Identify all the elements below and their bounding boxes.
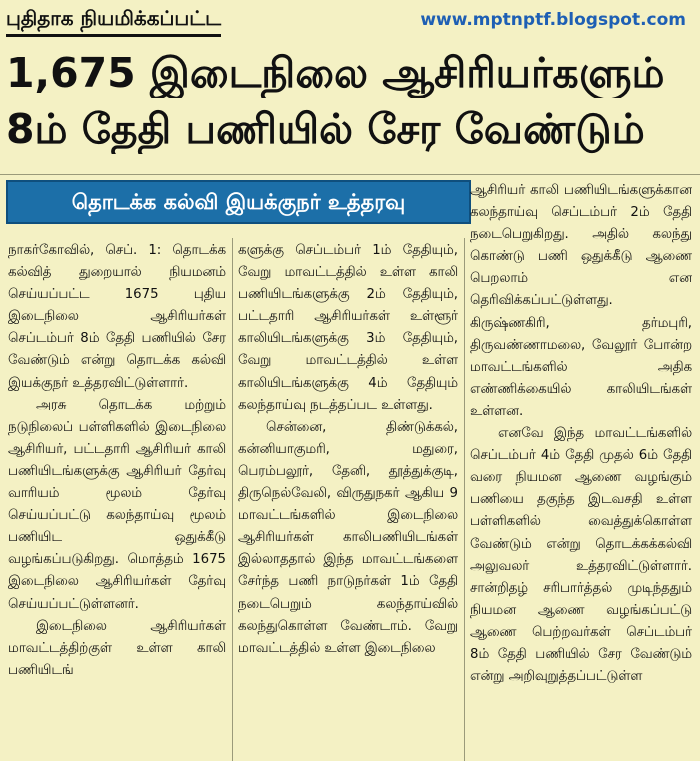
paragraph: சென்னை, திண்டுக்கல், கன்னியாகுமரி, மதுரை, பெரம்பலூர், தேனி, தூத்துக்குடி, திருநெல்வேலி, விருதுநகர் ஆகிய 9 மாவட்டங்களில் இடைநிலை ஆசிரியர்கள் காலிபணியிடங்கள் இல்லாததால் இந்த மாவட்டங்களை சேர்ந்த பணி நாடுநர்கள் 1ம் தேதி நடைபெறும் கலந்தாய்வில் கலந்துகொள்ள வேண்டாம். வேறு மாவட்டத்தில் உள்ள இடைநிலை (238, 419, 458, 656)
headline-divider (0, 174, 700, 175)
subheadline-banner: தொடக்க கல்வி இயக்குநர் உத்தரவு (6, 180, 471, 224)
top-strip (0, 0, 700, 44)
paragraph: அரசு தொடக்க மற்றும் நடுநிலைப் பள்ளிகளில் இடைநிலை ஆசிரியர், பட்டதாரி ஆசிரியர் காலி பணியிடங்களுக்கு ஆசிரியர் தேர்வு வாரியம் மூலம் தேர்வு செய்யப்பட்டு கலந்தாய்வு மூலம் பணியிட ஒதுக்கீடு வழங்கப்படுகிறது. மொத்தம் 1675 இடைநிலை ஆசிரியர்கள் தேர்வு செய்யப்பட்டுள்ளனர். (8, 397, 226, 612)
paragraph: இடைநிலை ஆசிரியர்கள் மாவட்டத்திற்குள் உள்ள காலி பணியிடங் (8, 618, 226, 678)
kicker-label: புதிதாக நியமிக்கப்பட்ட (6, 6, 221, 37)
blog-url-watermark: www.mptnptf.blogspot.com (420, 10, 686, 30)
paragraph: களுக்கு செப்டம்பர் 1ம் தேதியும், வேறு மாவட்டத்தில் உள்ள காலி பணியிடங்களுக்கு 2ம் தேதியும், பட்டதாரி ஆசிரியர்கள் உள்ளூர் காலியிடங்களுக்கு 3ம் தேதியும், வேறு மாவட்டத்தில் உள்ள காலியிடங்களுக்கு 4ம் தேதியும் கலந்தாய்வு நடத்தப்பட உள்ளது. (238, 243, 458, 413)
paragraph: எனவே இந்த மாவட்டங்களில் செப்டம்பர் 4ம் தேதி முதல் 6ம் தேதி வரை நியமன ஆணை வழங்கும் பணியை தகுந்த இடவசதி உள்ள பள்ளிகளில் வைத்துக்கொள்ள வேண்டும் என்று தொடக்கக்கல்வி அலுவலர் உத்தரவிட்டுள்ளார். சான்றிதழ் சரிபார்த்தல் முடிந்ததும் நியமன ஆணை வழங்கப்பட்டு ஆணை பெற்றவர்கள் செப்டம்பர் 8ம் தேதி பணியில் சேர வேண்டும் என்று அறிவுறுத்தப்பட்டுள்ள (470, 426, 692, 685)
column-divider-1 (232, 238, 233, 761)
paragraph: ஆசிரியர் காலி பணியிடங்களுக்கான கலந்தாய்வு செப்டம்பர் 2ம் தேதி நடைபெறுகிறது. அதில் கலந்து கொண்டு பணி ஒதுக்கீடு ஆணை பெறலாம் என தெரிவிக்கப்பட்டுள்ளது. கிருஷ்ணகிரி, தர்மபுரி, திருவண்ணாமலை, வேலூர் போன்ற மாவட்டங்களில் அதிக எண்ணிக்கையில் காலியிடங்கள் உள்ளன. (470, 183, 692, 419)
paragraph: நாகர்கோவில், செப். 1: தொடக்க கல்வித் துறையால் நியமனம் செய்யப்பட்ட 1675 புதிய இடைநிலை ஆசிரியர்கள் செப்டம்பர் 8ம் தேதி பணியில் சேர வேண்டும் என்று தொடக்க கல்வி இயக்குநர் உத்தரவிட்டுள்ளார். (8, 243, 226, 391)
column-divider-2 (464, 238, 465, 761)
article-column-3 (470, 180, 692, 761)
article-column-2 (238, 240, 458, 761)
headline-line-2: 8ம் தேதி பணியில் சேர வேண்டும் (6, 105, 645, 153)
headline-line-1: 1,675 இடைநிலை ஆசிரியர்களும் (6, 49, 665, 97)
article-column-1 (8, 240, 226, 761)
